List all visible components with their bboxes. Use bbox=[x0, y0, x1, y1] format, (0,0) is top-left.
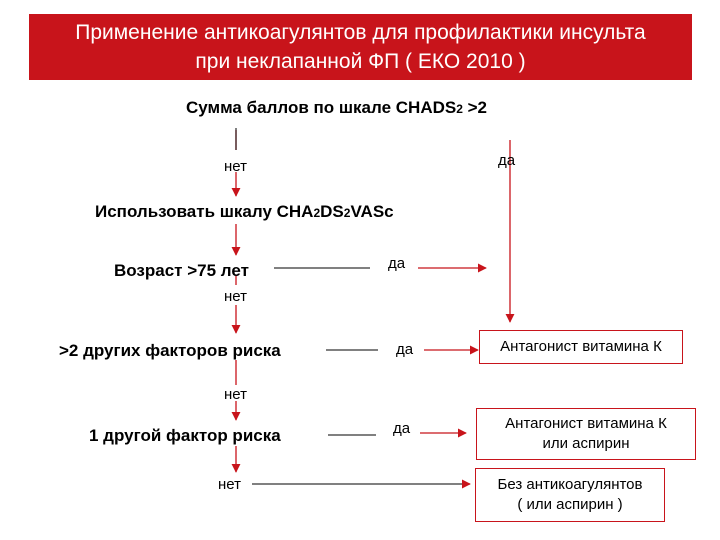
title-line-1: Применение антикоагулянтов для профилактики инсульта bbox=[75, 21, 646, 44]
age-label: Возраст >75 лет bbox=[114, 261, 249, 280]
age-no-label: нет bbox=[224, 288, 247, 305]
one-factor-no-label: нет bbox=[218, 476, 241, 493]
one-factor-yes-label: да bbox=[393, 420, 411, 437]
chads-yes-label: да bbox=[498, 152, 516, 169]
cha2ds2vasc-label: Использовать шкалу CHA2DS2VASc bbox=[95, 202, 394, 221]
one-factor-label: 1 другой фактор риска bbox=[89, 426, 281, 445]
two-factors-label: >2 других факторов риска bbox=[59, 341, 281, 360]
title-line-2: при неклапанной ФП ( ЕКО 2010 ) bbox=[195, 50, 526, 73]
two-factors-no-label: нет bbox=[224, 386, 247, 403]
outcome-vka-box bbox=[479, 330, 683, 364]
two-factors-yes-label: да bbox=[396, 341, 414, 358]
outcome-vka-text: Антагонист витамина К bbox=[500, 338, 662, 355]
chads-no-label: нет bbox=[224, 158, 247, 175]
age-yes-label: да bbox=[388, 255, 406, 272]
chads-header: Сумма баллов по шкале CHADS2 >2 bbox=[186, 98, 488, 117]
outcome-none-line1: Без антикоагулянтов bbox=[497, 476, 643, 493]
outcome-vka-or-aspirin-line1: Антагонист витамина К bbox=[505, 415, 667, 432]
outcome-vka-or-aspirin-box bbox=[476, 408, 696, 460]
outcome-none-line2: ( или аспирин ) bbox=[517, 496, 623, 513]
outcome-vka-or-aspirin-line2: или аспирин bbox=[542, 435, 630, 452]
outcome-none-box bbox=[475, 468, 665, 522]
